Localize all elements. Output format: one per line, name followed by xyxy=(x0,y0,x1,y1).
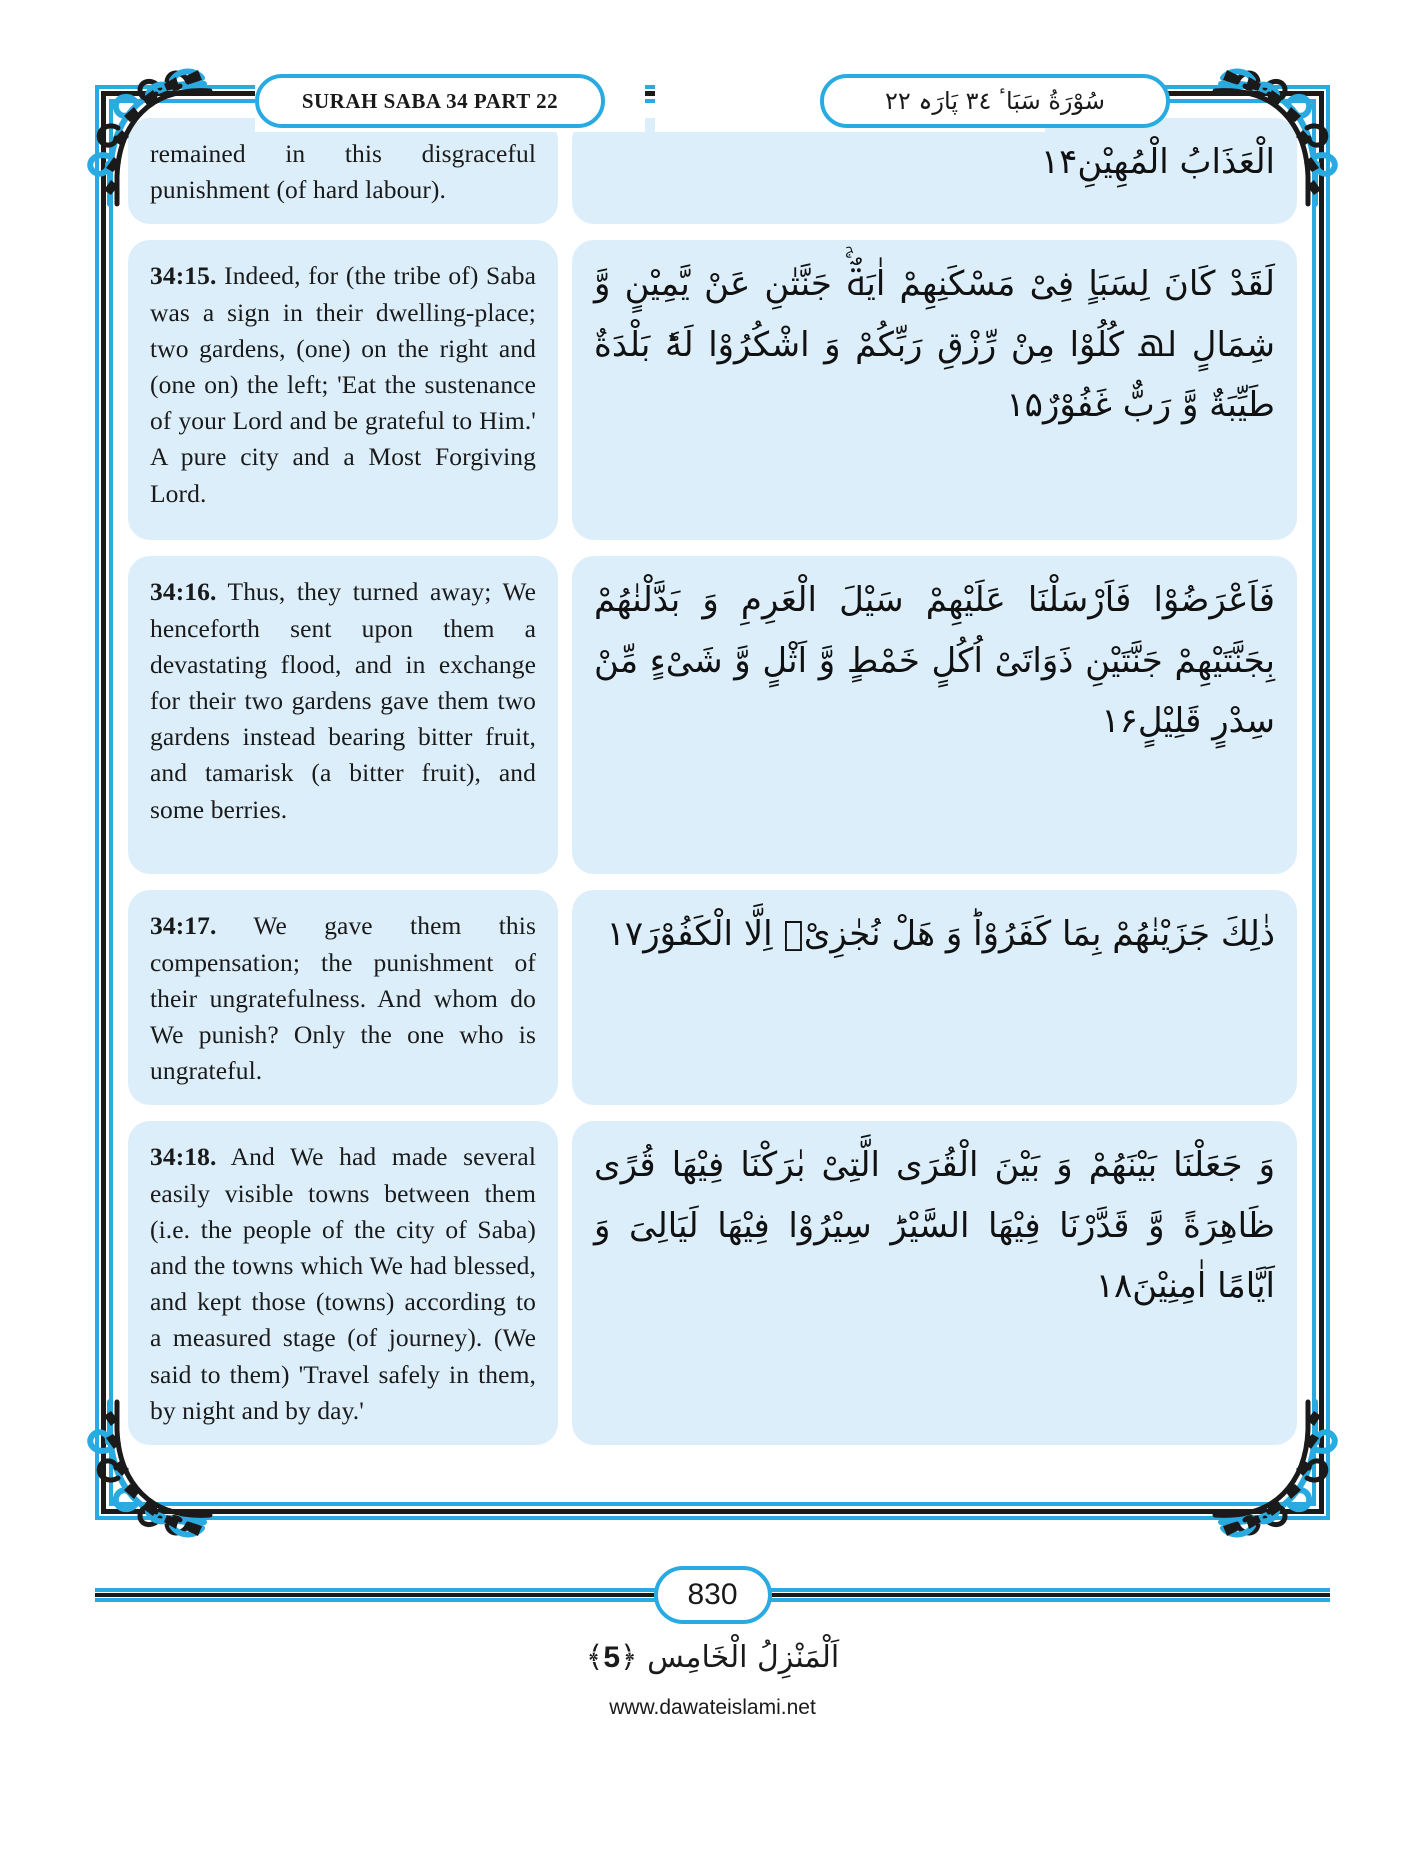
manzil-label xyxy=(0,1640,1425,1675)
ayah-number-marker: ۱۵ xyxy=(1006,385,1043,426)
page-header xyxy=(95,70,1330,132)
verse-row xyxy=(128,556,1297,874)
surah-title-text-arabic: سُوْرَةُ سَبَاٴ ٣٤ پَارَہ ٢٢ xyxy=(884,87,1106,115)
verse-number: 34:18. xyxy=(150,1142,217,1172)
verse-row xyxy=(128,1121,1297,1445)
verse-number: 34:16. xyxy=(150,577,217,607)
arabic-cell xyxy=(572,890,1297,1105)
arabic-text: وَ جَعَلْنَا بَیْنَهُمْ وَ بَیْنَ الْقُرَى الَّتِیْ بٰرَكْنَا فِیْهَا قُرًى ظَاهِرَةً وَّ قَدَّرْنَا فِیْهَا السَّیْرَؕ سِیْرُوْا فِیْهَا لَیَالِیَ وَ اَیَّامًا اٰمِنِیْنَ xyxy=(594,1145,1275,1307)
translation-text: Indeed, for (the tribe of) Saba was a sign in their dwelling-place; two gardens, (one) on the right and (one on) the left; 'Eat the sustenance of your Lord and be grateful to Him.' A pure city and a Most Forgiving Lord. xyxy=(150,261,537,508)
ayah-number-marker: ۱۴ xyxy=(1040,142,1078,182)
translation-cell xyxy=(128,240,558,540)
verse-list xyxy=(128,118,1297,1488)
translation-text: We gave them this compensation; the punishment of their ungratefulness. And whom do We punish? Only the one who is ungrateful. xyxy=(150,911,536,1086)
translation-cell xyxy=(128,118,558,224)
arabic-cell xyxy=(572,556,1297,874)
translation-text: Thus, they turned away; We henceforth sent upon them a devastating flood, and in exchange for their two gardens gave them two gardens instead bearing bitter fruit, and tamarisk (a bitter fruit), and some berries. xyxy=(150,577,536,824)
ayah-number-marker: ۱۷ xyxy=(606,914,644,955)
ayah-number-marker: ۱۶ xyxy=(1101,701,1138,742)
surah-title-pill-arabic xyxy=(820,74,1170,128)
translation-text: remained in this disgraceful punishment (of hard labour). xyxy=(150,139,536,205)
page-number-badge xyxy=(654,1566,772,1624)
page-footer xyxy=(0,1520,1425,1850)
arabic-cell xyxy=(572,240,1297,540)
verse-row xyxy=(128,890,1297,1105)
arabic-cell xyxy=(572,1121,1297,1445)
translation-cell xyxy=(128,1121,558,1445)
website-url: www.dawateislami.net xyxy=(609,1696,816,1719)
arabic-text: الْعَذَابُ الْمُهِيْنِ xyxy=(1077,142,1275,182)
arabic-cell xyxy=(572,118,1297,224)
verse-row xyxy=(128,118,1297,224)
manzil-number: 5 xyxy=(603,1641,621,1674)
translation-cell xyxy=(128,890,558,1105)
page-number: 830 xyxy=(687,1578,738,1611)
surah-title-pill xyxy=(255,74,605,128)
verse-number: 34:17. xyxy=(150,911,217,941)
ayah-number-marker: ۱۸ xyxy=(1095,1266,1133,1307)
surah-title-text: SURAH SABA 34 PART 22 xyxy=(301,88,559,113)
arabic-text: ذٰلِكَ جَزَیْنٰهُمْ بِمَا كَفَرُوْاؕ وَ هَلْ نُجٰزِیْۤ اِلَّا الْكَفُوْرَ xyxy=(643,914,1275,955)
verse-row xyxy=(128,240,1297,540)
manzil-text-before: اَلْمَنْزِلُ الْخَامِس ﴿ xyxy=(620,1640,840,1675)
arabic-text: فَاَعْرَضُوْا فَاَرْسَلْنَا عَلَیْهِمْ سَیْلَ الْعَرِمِ وَ بَدَّلْنٰهُمْ بِجَنَّتَیْهِمْ جَنَّتَیْنِ ذَوَاتَیْ اُكُلٍ خَمْطٍ وَّ اَثْلٍ وَّ شَیْءٍ مِّنْ سِدْرٍ قَلِیْلٍ xyxy=(594,580,1275,742)
translation-text: And We had made several easily visible towns between them (i.e. the people of the city of Saba) and the towns which We had blessed, and kept those (towns) according to a measured stage (of journey). (We said to them) 'Travel safely in them, by night and by day.' xyxy=(150,1142,537,1425)
manzil-text-after: ﴾ xyxy=(585,1640,604,1675)
arabic-text: لَقَدْ كَانَ لِسَبَاٍ فِیْ مَسْكَنِهِمْ اٰیَةٌۚ جَنَّتٰنِ عَنْ یَّمِیْنٍ وَّ شِمَالٍ ﳍ كُلُوْا مِنْ رِّزْقِ رَبِّكُمْ وَ اشْكُرُوْا لَهٗؕ بَلْدَةٌ طَیِّبَةٌ وَّ رَبٌّ غَفُوْرٌ xyxy=(594,264,1275,426)
verse-number: 34:15. xyxy=(150,261,217,291)
translation-cell xyxy=(128,556,558,874)
